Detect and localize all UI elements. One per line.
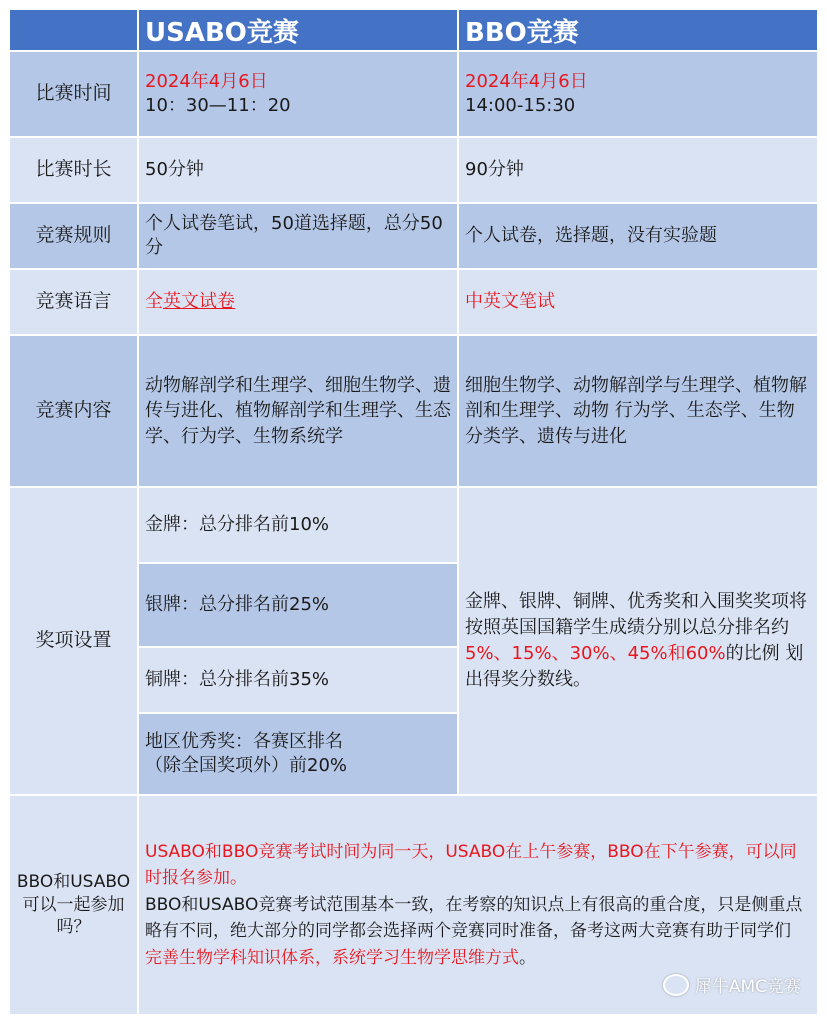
watermark <box>663 972 801 997</box>
row-rules-label: 竞赛规则 <box>10 204 137 268</box>
header-bbo-label: BBO竞赛 <box>465 17 579 48</box>
header-corner-cell <box>10 10 137 50</box>
row-together-label: BBO和USABO可以一起参加吗？ <box>10 796 137 1014</box>
award-silver: 银牌：总分排名前25% <box>139 564 457 646</box>
row-time-label: 比赛时间 <box>10 52 137 136</box>
row-awards-bbo: 金牌、银牌、铜牌、优秀奖和入围奖奖项将按照英国国籍学生成绩分别以总分排名约5%、15%、30%、45%和60%的比例 划出得奖分数线。 <box>459 488 817 794</box>
row-content-usabo: 动物解剖学和生理学、细胞生物学、遗传与进化、植物解剖学和生理学、生态学、行为学、生物系统学 <box>139 336 457 486</box>
row-language-usabo <box>139 270 457 334</box>
usabo-time: 10：30—11：20 <box>145 95 291 116</box>
header-bbo <box>459 10 817 50</box>
header-usabo <box>139 10 457 50</box>
together-paragraph: BBO和USABO竞赛考试范围基本一致，在考察的知识点上有很高的重合度，只是侧重点略有不同，绝大部分的同学都会选择两个竞赛同时准备，备考这两大竞赛有助于同学们完善生物学科知识体系，系统学习生物学思维方式。 <box>145 894 803 968</box>
language-prefix: 全 <box>145 290 163 312</box>
usabo-date: 2024年4月6日 <box>145 70 268 92</box>
row-duration-label: 比赛时长 <box>10 138 137 202</box>
award-regional: 地区优秀奖：各赛区排名 （除全国奖项外）前20% <box>139 714 457 794</box>
row-duration-bbo: 90分钟 <box>459 138 817 202</box>
row-time-bbo <box>459 52 817 136</box>
watermark-text: 犀牛AMC竞赛 <box>694 977 801 997</box>
row-content-label: 竞赛内容 <box>10 336 137 486</box>
bbo-date: 2024年4月6日 <box>465 70 588 92</box>
row-time-usabo <box>139 52 457 136</box>
row-awards-label: 奖项设置 <box>10 488 137 794</box>
row-duration-usabo: 50分钟 <box>139 138 457 202</box>
award-gold: 金牌：总分排名前10% <box>139 488 457 562</box>
award-percentages: 5%、15%、30%、45%和60% <box>465 643 726 664</box>
row-language-label: 竞赛语言 <box>10 270 137 334</box>
row-language-bbo: 中英文笔试 <box>459 270 817 334</box>
bbo-time: 14:00-15:30 <box>465 95 576 116</box>
header-usabo-label: USABO竞赛 <box>145 17 299 48</box>
row-content-bbo: 细胞生物学、动物解剖学与生理学、植物解剖和生理学、动物 行为学、生态学、生物分类学、遗传与进化 <box>459 336 817 486</box>
award-bronze: 铜牌：总分排名前35% <box>139 648 457 712</box>
row-rules-usabo: 个人试卷笔试，50道选择题，总分50分 <box>139 204 457 268</box>
row-rules-bbo: 个人试卷，选择题，没有实验题 <box>459 204 817 268</box>
wechat-icon <box>663 974 689 996</box>
together-red-paragraph: USABO和BBO竞赛考试时间为同一天，USABO在上午参赛，BBO在下午参赛，可以同时报名参加。 <box>145 842 797 889</box>
language-underlined: 英文试卷 <box>163 290 235 312</box>
